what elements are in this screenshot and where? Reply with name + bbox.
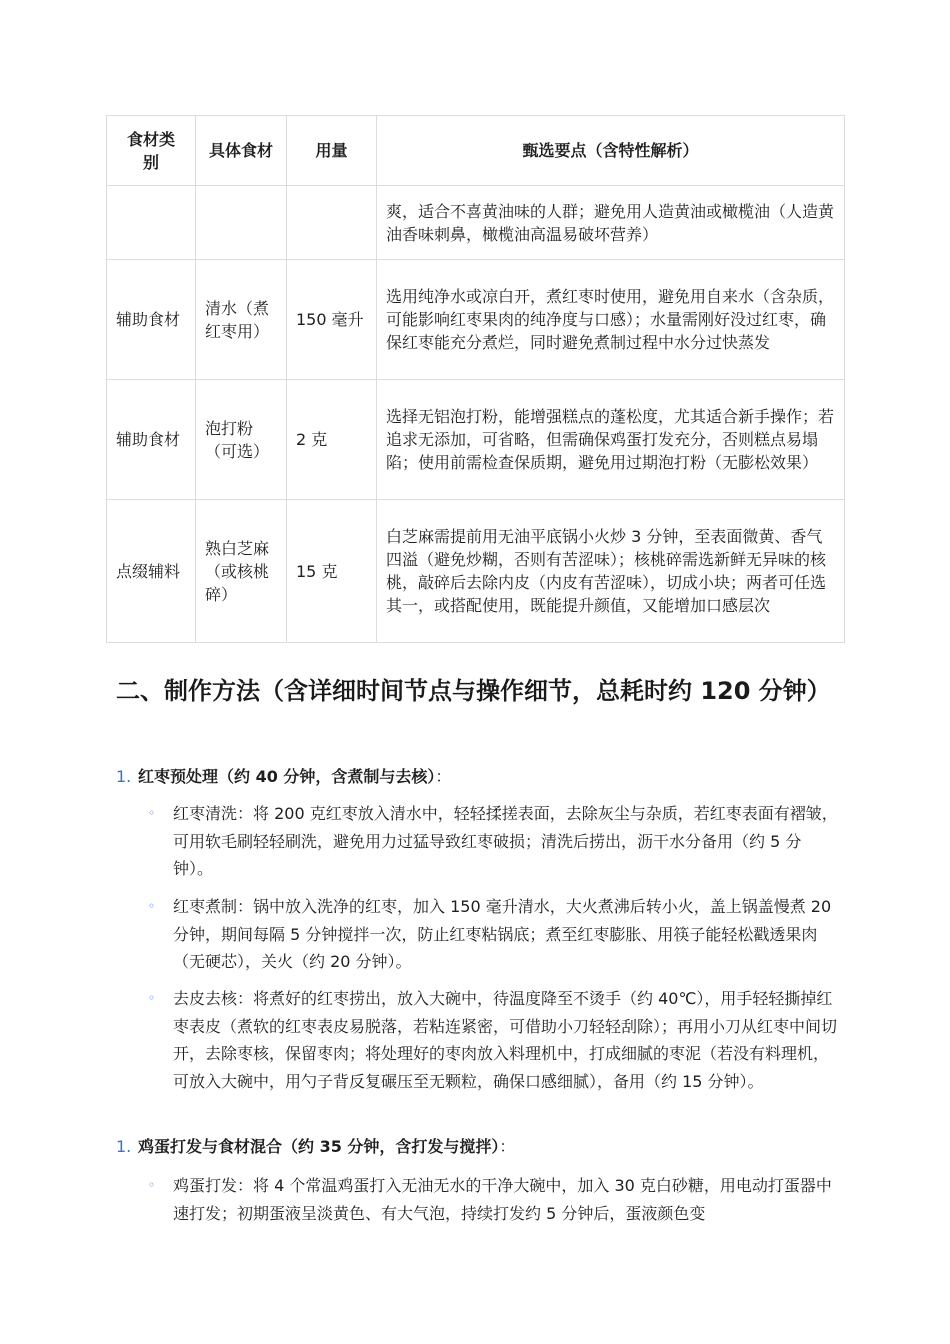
list-item-text: 红枣清洗：将 200 克红枣放入清水中，轻轻揉搓表面，去除灰尘与杂质，若红枣表面有褶皱，可用软毛刷轻轻刷洗，避免用力过猛导致红枣破损；清洗后捞出，沥干水分备用（约 5 分钟）。: [173, 804, 838, 878]
cell-category: 点缀辅料: [107, 500, 196, 643]
header-category: 食材类别: [107, 116, 196, 186]
step-colon: ：: [499, 1137, 516, 1156]
table-row: [107, 380, 845, 500]
header-amount: 用量: [287, 116, 377, 186]
list-item: [148, 893, 838, 976]
cell-amount: 150 毫升: [287, 260, 377, 380]
table-row: [107, 186, 845, 260]
cell-notes: 爽，适合不喜黄油味的人群；避免用人造黄油或橄榄油（人造黄油香味刺鼻，橄榄油高温易破坏营养）: [377, 186, 845, 260]
cell-ingredient: 泡打粉（可选）: [196, 380, 287, 500]
step-colon: ：: [435, 767, 452, 786]
bullet-icon: ◦: [148, 991, 156, 1005]
cell-notes: 白芝麻需提前用无油平底锅小火炒 3 分钟，至表面微黄、香气四溢（避免炒糊，否则有苦涩味）；核桃碎需选新鲜无异味的核桃，敲碎后去除内皮（内皮有苦涩味），切成小块；两者可任选其一，或搭配使用，既能提升颜值，又能增加口感层次: [377, 500, 845, 643]
cell-ingredient: 清水（煮红枣用）: [196, 260, 287, 380]
list-number: 1.: [116, 767, 132, 786]
step-title: 鸡蛋打发与食材混合（约 35 分钟，含打发与搅拌）: [138, 1137, 500, 1156]
table-row: [107, 260, 845, 380]
header-selection-notes: 甄选要点（含特性解析）: [377, 116, 845, 186]
section-heading: 二、制作方法（含详细时间节点与操作细节，总耗时约 120 分钟）: [116, 677, 831, 705]
table-header-row: [107, 116, 845, 186]
cell-amount: 2 克: [287, 380, 377, 500]
bullet-icon: ◦: [148, 1178, 156, 1192]
list-item-text: 鸡蛋打发：将 4 个常温鸡蛋打入无油无水的干净大碗中，加入 30 克白砂糖，用电动打蛋器中速打发；初期蛋液呈淡黄色、有大气泡，持续打发约 5 分钟后，蛋液颜色变: [173, 1176, 832, 1223]
list-item: [148, 1172, 838, 1227]
cell-notes: 选择无铝泡打粉，能增强糕点的蓬松度，尤其适合新手操作；若追求无添加，可省略，但需确保鸡蛋打发充分，否则糕点易塌陷；使用前需检查保质期，避免用过期泡打粉（无膨松效果）: [377, 380, 845, 500]
cell-ingredient: 熟白芝麻（或核桃碎）: [196, 500, 287, 643]
list-number: 1.: [116, 1137, 132, 1156]
cell-amount: 15 克: [287, 500, 377, 643]
cell-category: 辅助食材: [107, 380, 196, 500]
cell-category: 辅助食材: [107, 260, 196, 380]
table-row: [107, 500, 845, 643]
bullet-icon: ◦: [148, 806, 156, 820]
step-heading: [116, 1135, 515, 1159]
cell-ingredient: [196, 186, 287, 260]
list-item: [148, 985, 838, 1095]
header-ingredient: 具体食材: [196, 116, 287, 186]
cell-category: [107, 186, 196, 260]
list-item-text: 红枣煮制：锅中放入洗净的红枣，加入 150 毫升清水，大火煮沸后转小火，盖上锅盖慢煮 20 分钟，期间每隔 5 分钟搅拌一次，防止红枣粘锅底；煮至红枣膨胀、用筷子能轻松戳透果肉（无硬芯），关火（约 20 分钟）。: [173, 897, 832, 971]
cell-amount: [287, 186, 377, 260]
bullet-icon: ◦: [148, 899, 156, 913]
step-heading: [116, 765, 451, 789]
cell-notes: 选用纯净水或凉白开，煮红枣时使用，避免用自来水（含杂质，可能影响红枣果肉的纯净度与口感）；水量需刚好没过红枣，确保红枣能充分煮烂，同时避免煮制过程中水分过快蒸发: [377, 260, 845, 380]
list-item-text: 去皮去核：将煮好的红枣捞出，放入大碗中，待温度降至不烫手（约 40℃），用手轻轻撕掉红枣表皮（煮软的红枣表皮易脱落，若粘连紧密，可借助小刀轻轻刮除）；再用小刀从红枣中间切开，去除枣核，保留枣肉；将处理好的枣肉放入料理机中，打成细腻的枣泥（若没有料理机，可放入大碗中，用勺子背反复碾压至无颗粒，确保口感细腻），备用（约 15 分钟）。: [173, 989, 838, 1091]
ingredients-table: [106, 115, 845, 643]
step-title: 红枣预处理（约 40 分钟，含煮制与去核）: [138, 767, 436, 786]
list-item: [148, 800, 838, 883]
